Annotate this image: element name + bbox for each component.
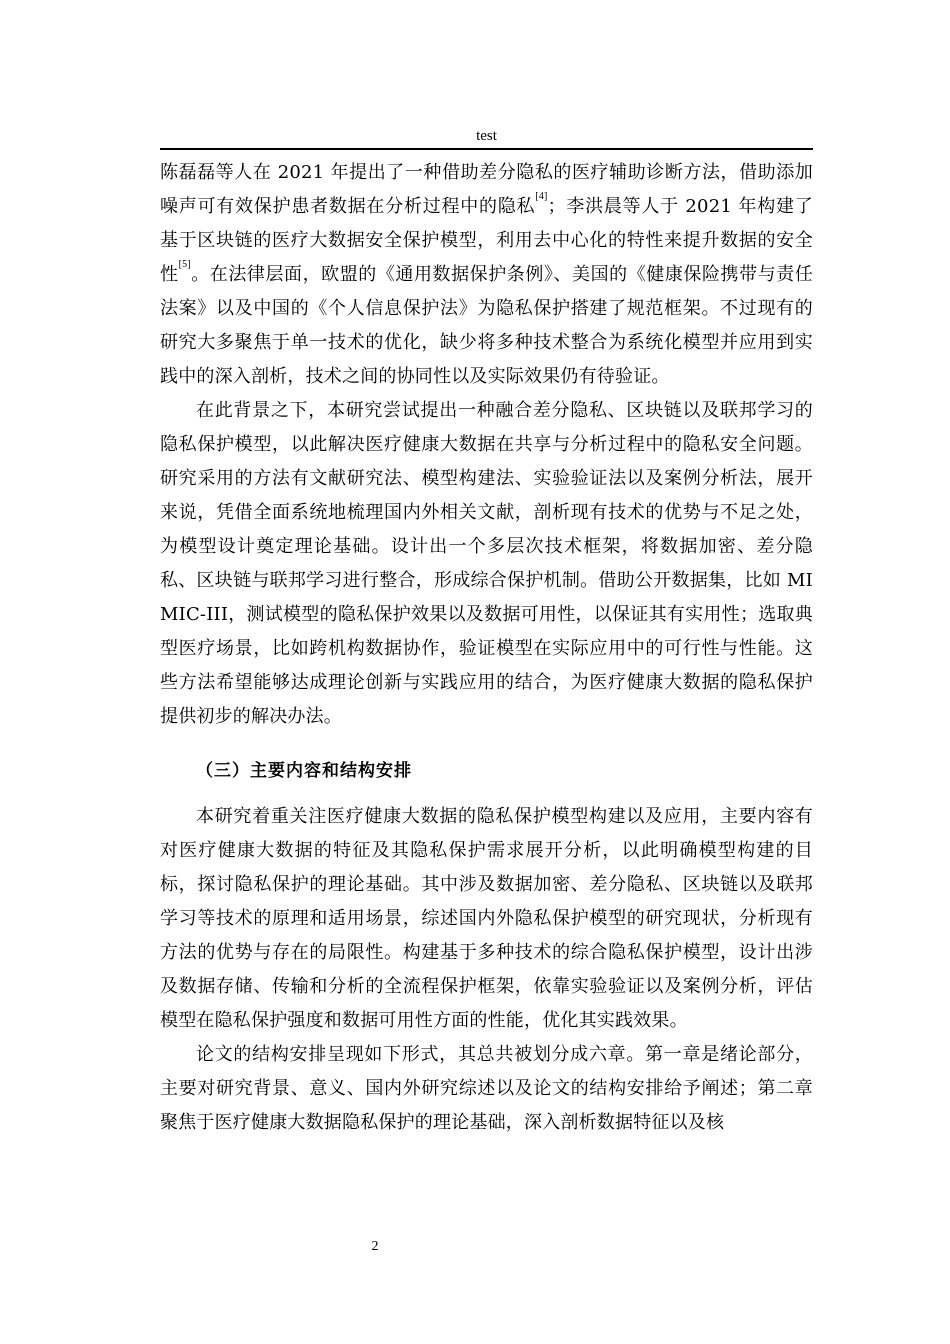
paragraph-main-content: 本研究着重关注医疗健康大数据的隐私保护模型构建以及应用，主要内容有对医疗健康大数据的特征及其隐私保护需求展开分析，以此明确模型构建的目标，探讨隐私保护的理论基础。其中涉及数据加密、差分隐私、区块链以及联邦学习等技术的原理和适用场景，综述国内外隐私保护模型的研究现状，分析现有方法的优势与存在的局限性。构建基于多种技术的综合隐私保护模型，设计出涉及数据存储、传输和分析的全流程保护框架，依靠实验验证以及案例分析，评估模型在隐私保护强度和数据可用性方面的性能，优化其实践效果。	[160, 806, 813, 1031]
document-body	[160, 156, 813, 1140]
paragraph-structure: 论文的结构安排呈现如下形式，其总共被划分成六章。第一章是绪论部分，主要对研究背景、意义、国内外研究综述以及论文的结构安排给予阐述；第二章聚焦于医疗健康大数据隐私保护的理论基础，深入剖析数据特征以及核	[160, 1044, 813, 1133]
header-rule	[160, 148, 813, 150]
section-heading: （三）主要内容和结构安排	[196, 761, 412, 781]
citation-5[interactable]: [5]	[178, 259, 191, 270]
paragraph-text: 。在法律层面，欧盟的《通用数据保护条例》、美国的《健康保险携带与责任法案》以及中国的《个人信息保护法》为隐私保护搭建了规范框架。不过现有的研究大多聚焦于单一技术的优化，缺少将多种技术整合为系统化模型并应用到实践中的深入剖析，技术之间的协同性以及实际效果仍有待验证。	[160, 264, 814, 387]
paragraph-text: ；李洪晨等人于 2021 年构建了基于区块链的医疗大数据安全保护模型，利用去中心化的特性来提升数据的安全性	[160, 196, 813, 285]
page-number: 2	[371, 1239, 379, 1254]
paragraph-literature-review	[160, 156, 813, 394]
paragraph-research-methods: 在此背景之下，本研究尝试提出一种融合差分隐私、区块链以及联邦学习的隐私保护模型，以此解决医疗健康大数据在共享与分析过程中的隐私安全问题。研究采用的方法有文献研究法、模型构建法、实验验证法以及案例分析法，展开来说，凭借全面系统地梳理国内外相关文献，剖析现有技术的优势与不足之处，为模型设计奠定理论基础。设计出一个多层次技术框架，将数据加密、差分隐私、区块链与联邦学习进行整合，形成综合保护机制。借助公开数据集，比如 MIMIC-III，测试模型的隐私保护效果以及数据可用性，以保证其有实用性；选取典型医疗场景，比如跨机构数据协作，验证模型在实际应用中的可行性与性能。这些方法希望能够达成理论创新与实践应用的结合，为医疗健康大数据的隐私保护提供初步的解决办法。	[160, 400, 813, 727]
running-header: test	[476, 128, 497, 144]
citation-4[interactable]: [4]	[535, 191, 548, 202]
paragraph-text: 陈磊磊等人在 2021 年提出了一种借助差分隐私的医疗辅助诊断方法，借助添加噪声可有效保护患者数据在分析过程中的隐私	[160, 162, 813, 217]
